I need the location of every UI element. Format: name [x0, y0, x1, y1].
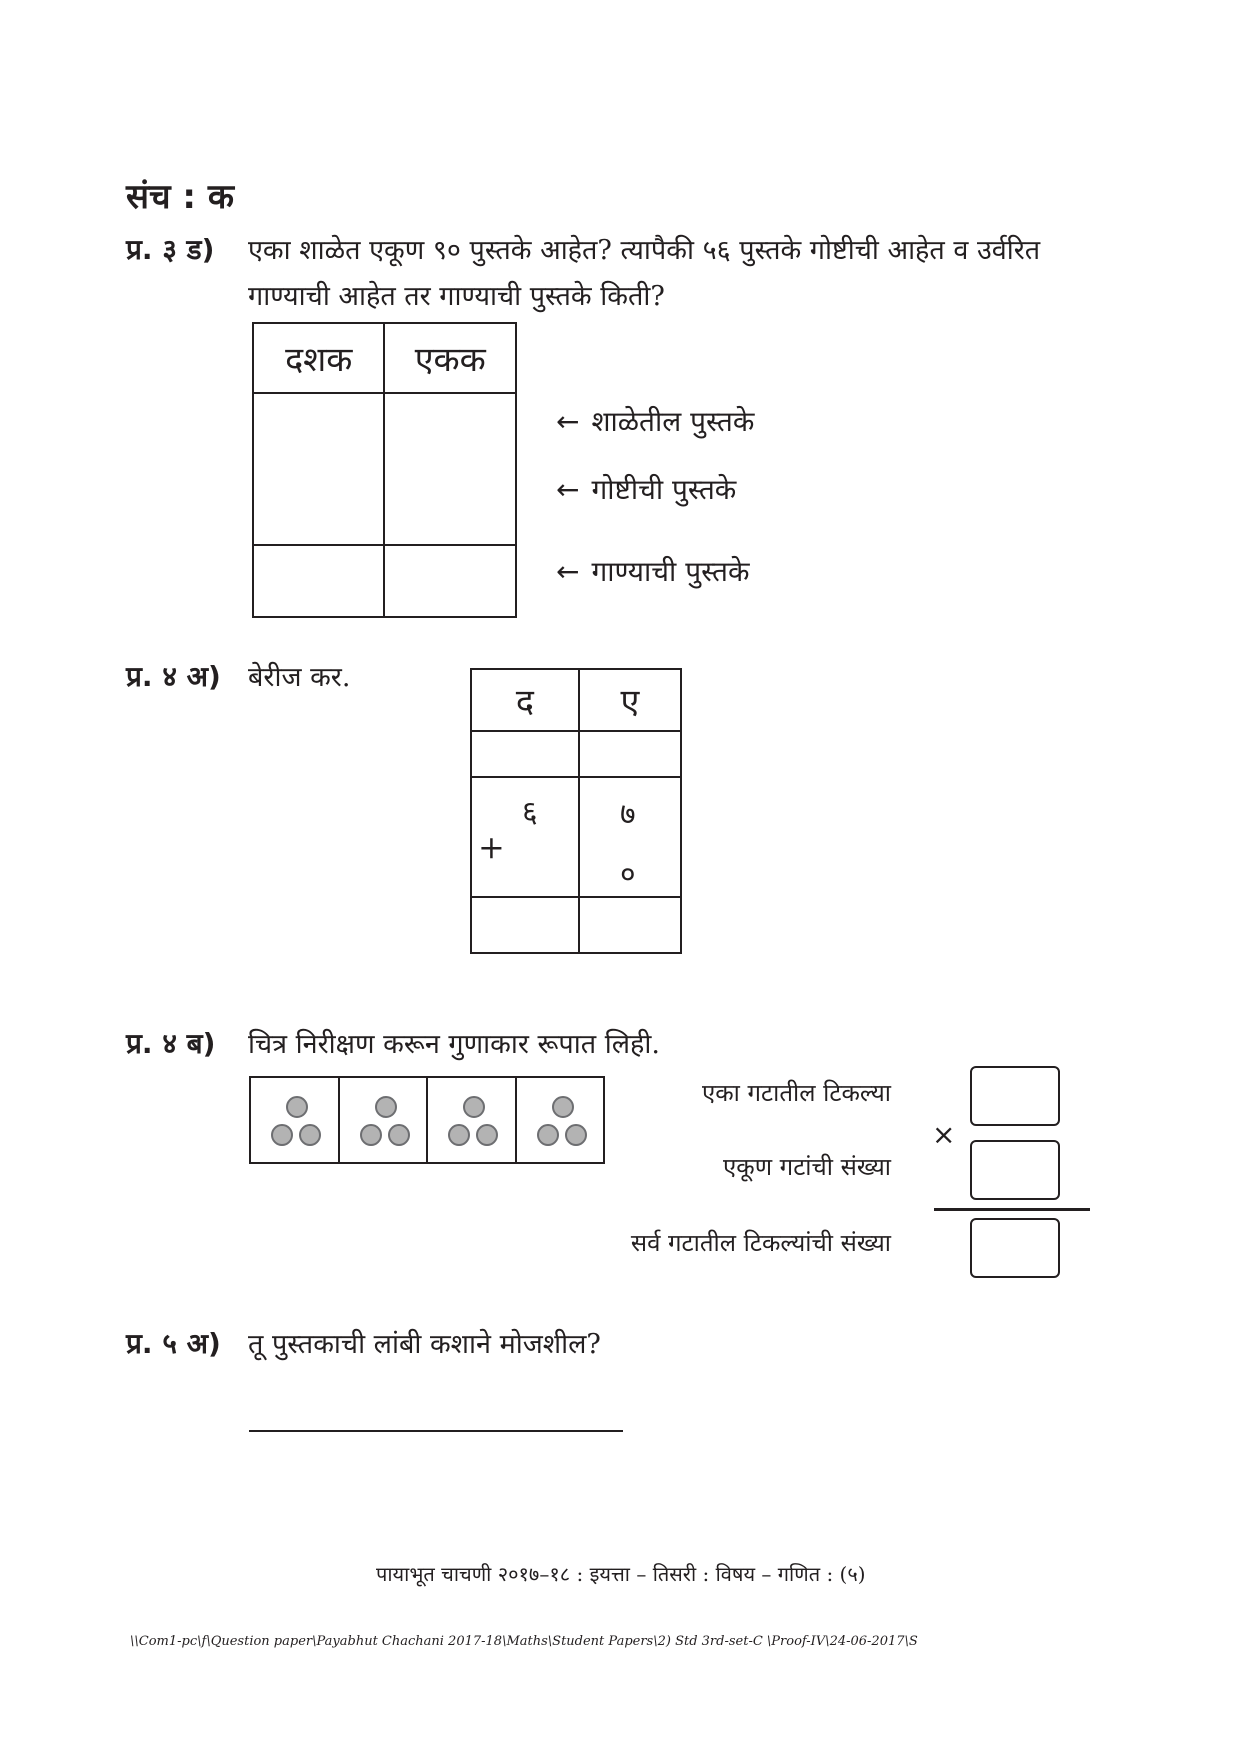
- dot: [388, 1124, 410, 1146]
- sum-cell-tens[interactable]: [471, 897, 579, 953]
- dot-group: [340, 1078, 429, 1162]
- addend-units-digit-2: ०: [620, 857, 636, 892]
- answer-cell-tens-top[interactable]: [253, 393, 384, 545]
- answer-cell-units-bottom[interactable]: [384, 545, 516, 617]
- dot: [448, 1124, 470, 1146]
- sum-cell-units[interactable]: [579, 897, 681, 953]
- dot-group: [251, 1078, 340, 1162]
- dot: [565, 1124, 587, 1146]
- q4b-label: प्र. ४ ब): [126, 1027, 216, 1060]
- answer-box-total[interactable]: [970, 1218, 1060, 1278]
- header-e: ए: [579, 669, 681, 731]
- q4a-text: बेरीज कर.: [248, 662, 351, 693]
- dot: [476, 1124, 498, 1146]
- dot: [299, 1124, 321, 1146]
- header-units: एकक: [384, 323, 516, 393]
- answer-line[interactable]: [249, 1430, 623, 1432]
- answer-box-per-group[interactable]: [970, 1066, 1060, 1126]
- file-path: \\Com1-pc\f\Question paper\Payabhut Chachani 2017-18\Maths\Student Papers\2) Std 3rd-set-C \Proof-IV\24-06-2017\S: [130, 1634, 918, 1649]
- q3d-text-line2: गाण्याची आहेत तर गाण्याची पुस्तके किती?: [248, 281, 665, 312]
- dot: [537, 1124, 559, 1146]
- answer-cell-units-top[interactable]: [384, 393, 516, 545]
- plus-sign: +: [478, 828, 505, 866]
- dot-groups-strip: [249, 1076, 605, 1164]
- arrow-label-story-books: ← गोष्टीची पुस्तके: [556, 473, 737, 506]
- label-group-count: एकूण गटांची संख्या: [723, 1153, 891, 1181]
- addend-tens-digit: ६: [522, 795, 538, 830]
- q4a-label: प्र. ४ अ): [126, 660, 221, 693]
- label-total-dots: सर्व गटातील टिकल्यांची संख्या: [630, 1229, 891, 1257]
- dot-group: [428, 1078, 517, 1162]
- q3d-text-line1: एका शाळेत एकूण ९० पुस्तके आहेत? त्यापैकी ५६ पुस्तके गोष्टीची आहेत व उर्वरित: [248, 235, 1041, 266]
- multiplication-rule: [934, 1208, 1090, 1211]
- q3d-place-value-table: [252, 322, 517, 618]
- dot: [360, 1124, 382, 1146]
- carry-cell-units[interactable]: [579, 731, 681, 777]
- q3d-label: प्र. ३ ड): [126, 233, 215, 266]
- left-arrow-icon: ←: [556, 555, 580, 588]
- arrow-label-song-books: ← गाण्याची पुस्तके: [556, 555, 750, 588]
- q5a-label: प्र. ५ अ): [126, 1327, 221, 1360]
- label-dots-per-group: एका गटातील टिकल्या: [701, 1079, 891, 1107]
- addend-units-digit-1: ७: [620, 797, 636, 832]
- dot: [286, 1096, 308, 1118]
- answer-box-group-count[interactable]: [970, 1140, 1060, 1200]
- dot: [271, 1124, 293, 1146]
- page-footer: पायाभूत चाचणी २०१७–१८ : इयत्ता – तिसरी : विषय – गणित : (५): [376, 1562, 866, 1586]
- left-arrow-icon: ←: [556, 473, 580, 506]
- header-d: द: [471, 669, 579, 731]
- times-sign: ×: [932, 1118, 956, 1151]
- left-arrow-icon: ←: [556, 405, 580, 438]
- dot: [463, 1096, 485, 1118]
- carry-cell-tens[interactable]: [471, 731, 579, 777]
- q5a-text: तू पुस्तकाची लांबी कशाने मोजशील?: [248, 1329, 601, 1360]
- dot: [552, 1096, 574, 1118]
- arrow-label-school-books: ← शाळेतील पुस्तके: [556, 405, 755, 438]
- q4b-text: चित्र निरीक्षण करून गुणाकार रूपात लिही.: [248, 1029, 660, 1060]
- q4a-addition-table: [470, 668, 682, 954]
- answer-cell-tens-bottom[interactable]: [253, 545, 384, 617]
- set-title: संच : क: [126, 177, 234, 217]
- dot-group: [517, 1078, 604, 1162]
- header-tens: दशक: [253, 323, 384, 393]
- dot: [375, 1096, 397, 1118]
